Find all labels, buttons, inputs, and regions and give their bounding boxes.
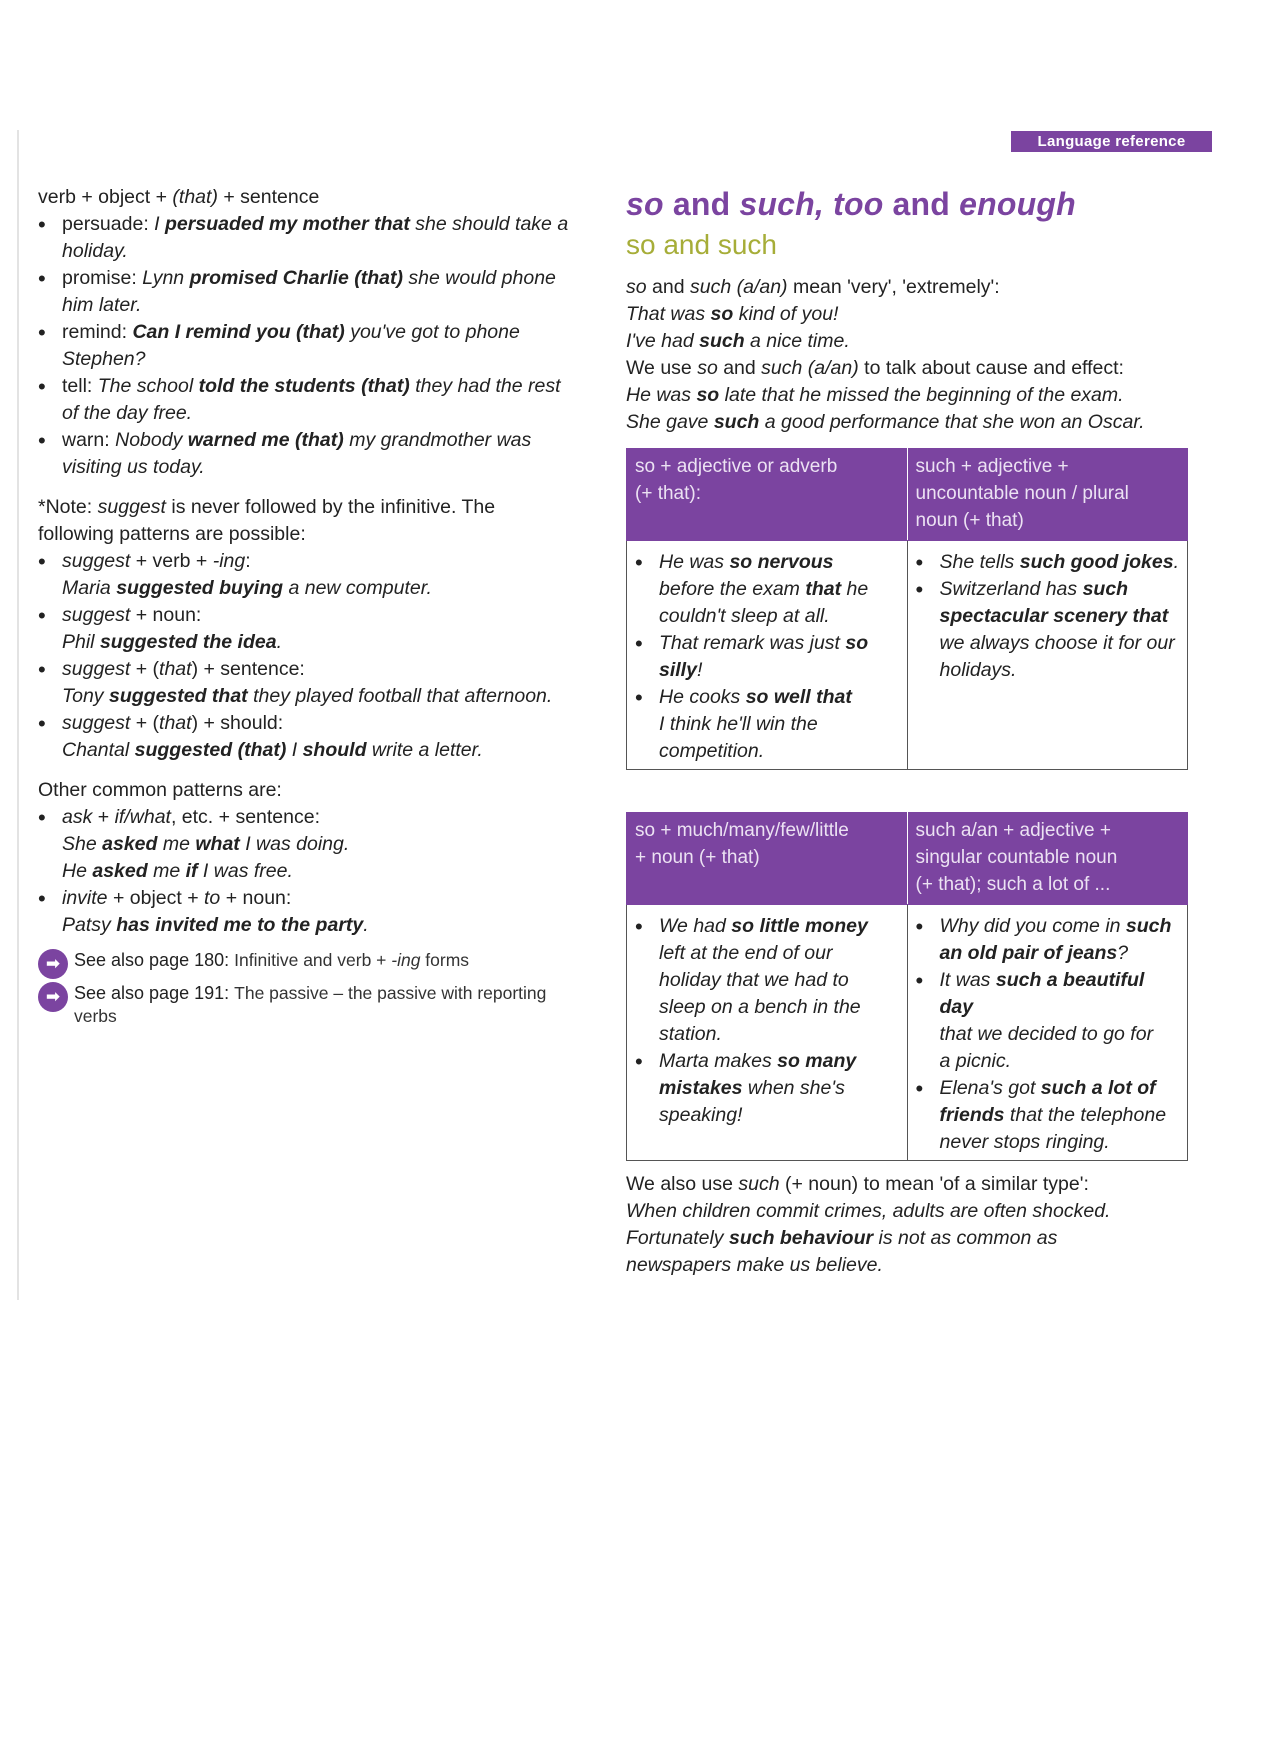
verb-list (38, 211, 598, 481)
list-item: • We had so little money left at the end of our holiday that we had to sleep on a bench in the station. (635, 913, 899, 1048)
other-patterns-heading: Other common patterns are: (38, 779, 282, 801)
list-item: • He cooks so well that I think he'll win the competition. (635, 684, 899, 765)
so-such-table-1 (626, 448, 1188, 770)
list-item: • He was so nervous before the exam that he couldn't sleep at all. (635, 549, 899, 630)
table-cell-left (627, 541, 908, 770)
left-column (38, 184, 598, 1028)
list-item: • Elena's got such a lot of friends that the telephone never stops ringing. (916, 1075, 1180, 1156)
arrow-right-icon: ➡ (38, 949, 68, 979)
outro-block: We also use such (+ noun) to mean 'of a similar type': When children commit crimes, adults are often shocked. Fortunately such behaviour is not as common as newspapers make us believe. (626, 1173, 1111, 1276)
list-item: • promise: Lynn promised Charlie (that) she would phone him later. (38, 265, 598, 319)
list-item: • That remark was just so silly! (635, 630, 899, 684)
list-item: • Marta makes so many mistakes when she's speaking! (635, 1048, 899, 1129)
see-also-link-180[interactable]: ➡ See also page 180: Infinitive and verb + -ing forms (38, 949, 598, 972)
table-header-right: such a/an + adjective + singular countable noun (+ that); such a lot of ... (907, 813, 1188, 905)
list-item: • suggest + verb + -ing: Maria suggested buying a new computer. (38, 548, 598, 602)
see-also-link-191[interactable]: ➡ See also page 191: The passive – the passive with reporting verbs (38, 982, 598, 1028)
list-item: • Why did you come in such an old pair of jeans? (916, 913, 1180, 967)
list-item: • persuade: I persuaded my mother that she should take a holiday. (38, 211, 598, 265)
section-subtitle: so and such (626, 229, 777, 260)
so-such-table-2 (626, 812, 1188, 1161)
list-item: • ask + if/what, etc. + sentence: She asked me what I was doing. He asked me if I was free. (38, 804, 598, 885)
table-header-left: so + adjective or adverb (+ that): (627, 449, 908, 541)
intro-block: so and such (a/an) mean 'very', 'extremely': That was so kind of you! I've had such a nice time. We use so and such (a/an) to talk about cause and effect: He was so late that he missed the beginning of the exam. She gave such a good performance that she won an Oscar. (626, 276, 1145, 433)
list-item: • suggest + noun: Phil suggested the idea. (38, 602, 598, 656)
list-item: • tell: The school told the students (that) they had the rest of the day free. (38, 373, 598, 427)
table-cell-right (907, 541, 1188, 770)
note-block: *Note: suggest is never followed by the infinitive. The following patterns are possible: (38, 496, 496, 545)
table-header-left: so + much/many/few/little + noun (+ that) (627, 813, 908, 905)
list-item: • warn: Nobody warned me (that) my grandmother was visiting us today. (38, 427, 598, 481)
list-item: • It was such a beautiful day that we decided to go for a picnic. (916, 967, 1180, 1075)
page-edge-line (17, 130, 19, 1300)
list-item: • remind: Can I remind you (that) you've got to phone Stephen? (38, 319, 598, 373)
suggest-pattern-list (38, 548, 598, 764)
table-cell-right (907, 905, 1188, 1161)
right-column (626, 184, 1190, 1279)
list-item: • invite + object + to + noun: Patsy has invited me to the party. (38, 885, 598, 939)
section-title: so and such, too and enough (626, 186, 1076, 222)
pattern-heading: verb + object + (that) + sentence (38, 186, 320, 208)
language-reference-tag: Language reference (1011, 131, 1212, 152)
list-item: • suggest + (that) + should: Chantal suggested (that) I should write a letter. (38, 710, 598, 764)
list-item: • Switzerland has such spectacular scenery that we always choose it for our holidays. (916, 576, 1180, 684)
arrow-right-icon: ➡ (38, 982, 68, 1012)
table-cell-left (627, 905, 908, 1161)
other-pattern-list (38, 804, 598, 939)
list-item: • She tells such good jokes. (916, 549, 1180, 576)
list-item: • suggest + (that) + sentence: Tony suggested that they played football that afternoon. (38, 656, 598, 710)
table-header-right: such + adjective + uncountable noun / plural noun (+ that) (907, 449, 1188, 541)
